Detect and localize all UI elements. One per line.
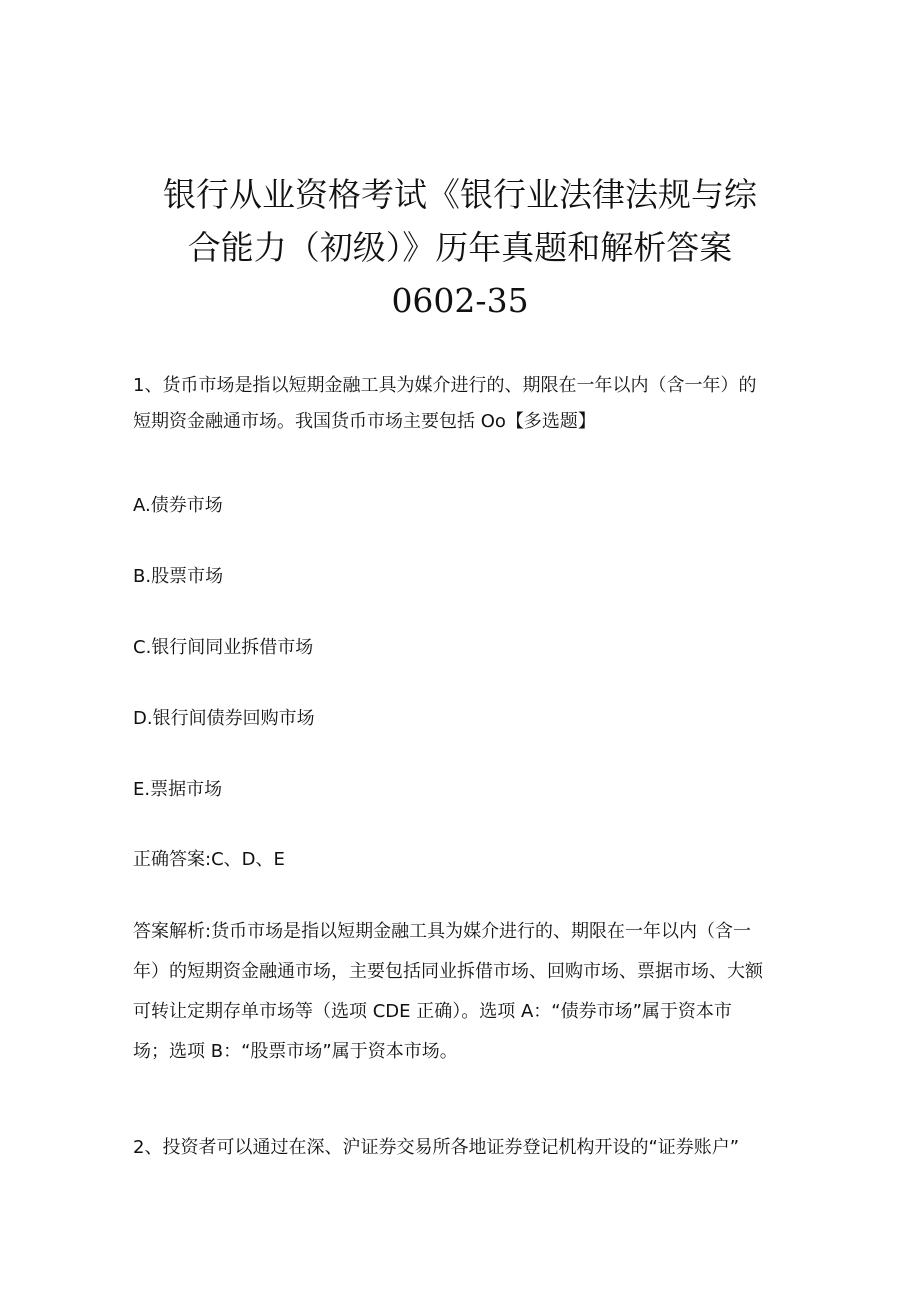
answer-explanation <box>133 912 793 1072</box>
option-c: C.银行间同业拆借市场 <box>133 637 314 658</box>
title-line-1: 银行从业资格考试《银行业法律法规与综 <box>163 175 757 214</box>
explanation-line-4: 场；选项 B：“股票市场”属于资本市场。 <box>133 1041 458 1062</box>
option-a: A.债券市场 <box>133 495 223 516</box>
option-d: D.银行间债券回购市场 <box>133 708 315 729</box>
question-2-line-1: 2、投资者可以通过在深、沪证券交易所各地证券登记机构开设的“证券账户” <box>133 1137 740 1158</box>
document-title <box>110 168 810 327</box>
explanation-line-1: 答案解析:货币市场是指以短期金融工具为媒介进行的、期限在一年以内（含一 <box>133 921 752 942</box>
question-1-line-2: 短期资金融通市场。我国货币市场主要包括 Oo【多选题】 <box>133 411 596 432</box>
option-b: B.股票市场 <box>133 566 224 587</box>
title-line-2: 合能力（初级）》历年真题和解析答案 <box>187 228 733 267</box>
explanation-line-2: 年）的短期资金融通市场，主要包括同业拆借市场、回购市场、票据市场、大额 <box>133 961 763 982</box>
question-2-stem <box>133 1130 793 1166</box>
question-1-stem <box>133 368 793 440</box>
question-1-line-1: 1、货币市场是指以短期金融工具为媒介进行的、期限在一年以内（含一年）的 <box>133 375 757 396</box>
option-e: E.票据市场 <box>133 779 223 800</box>
title-line-3: 0602-35 <box>391 281 529 320</box>
correct-answer: 正确答案:C、D、E <box>133 849 285 870</box>
explanation-line-3: 可转让定期存单市场等（选项 CDE 正确）。选项 A：“债券市场”属于资本市 <box>133 1001 732 1022</box>
